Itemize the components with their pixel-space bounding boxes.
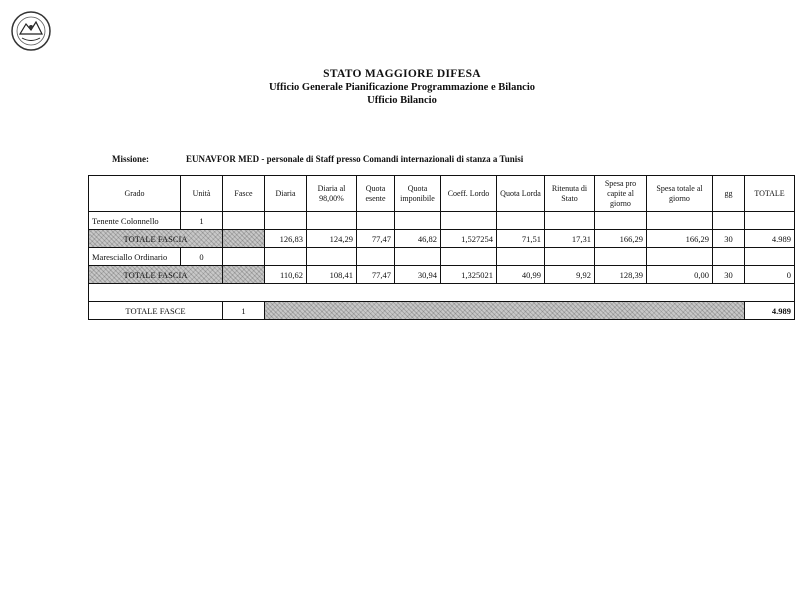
daily-total-cell: 166,29 (647, 230, 713, 248)
exempt-cell: 77,47 (357, 266, 395, 284)
col-header: gg (713, 176, 745, 212)
daily-total-cell: 0,00 (647, 266, 713, 284)
withholding-cell: 9,92 (545, 266, 595, 284)
total-cell: 4.989 (745, 230, 795, 248)
diaria98-cell: 108,41 (307, 266, 357, 284)
table-row (89, 230, 795, 248)
grand-total-value: 4.989 (745, 302, 795, 320)
band-total-label: TOTALE FASCIA (89, 230, 223, 248)
col-header: Quota esente (357, 176, 395, 212)
grand-total-label: TOTALE FASCE (89, 302, 223, 320)
col-header: TOTALE (745, 176, 795, 212)
col-header: Ritenuta di Stato (545, 176, 595, 212)
per-capita-cell: 166,29 (595, 230, 647, 248)
diaria-cell: 126,83 (265, 230, 307, 248)
band-cell (223, 230, 265, 248)
grand-total-row (89, 302, 795, 320)
taxable-cell: 30,94 (395, 266, 441, 284)
table-row (89, 266, 795, 284)
table-header-row (89, 176, 795, 212)
grand-total-shaded (265, 302, 745, 320)
table-row (89, 212, 795, 230)
col-header: Quota imponibile (395, 176, 441, 212)
col-header: Coeff. Lordo (441, 176, 497, 212)
diaria98-cell: 124,29 (307, 230, 357, 248)
header-title: STATO MAGGIORE DIFESA (323, 68, 481, 80)
allowance-table (88, 175, 795, 320)
units-cell: 1 (181, 212, 223, 230)
band-total-label: TOTALE FASCIA (89, 266, 223, 284)
grand-total-units: 1 (223, 302, 265, 320)
header-department: Ufficio Bilancio (367, 95, 437, 106)
total-cell: 0 (745, 266, 795, 284)
units-cell: 0 (181, 248, 223, 266)
col-header: Diaria (265, 176, 307, 212)
exempt-cell: 77,47 (357, 230, 395, 248)
gross-cell: 71,51 (497, 230, 545, 248)
per-capita-cell: 128,39 (595, 266, 647, 284)
rank-cell: Tenente Colonnello (89, 212, 181, 230)
col-header: Diaria al 98,00% (307, 176, 357, 212)
col-header: Unità (181, 176, 223, 212)
col-header: Fasce (223, 176, 265, 212)
rank-cell: Maresciallo Ordinario (89, 248, 181, 266)
coeff-cell: 1,325021 (441, 266, 497, 284)
col-header: Spesa totale al giorno (647, 176, 713, 212)
coeff-cell: 1,527254 (441, 230, 497, 248)
diaria-cell: 110,62 (265, 266, 307, 284)
table-row (89, 248, 795, 266)
days-cell: 30 (713, 266, 745, 284)
col-header: Quota Lorda (497, 176, 545, 212)
header-office: Ufficio Generale Pianificazione Programmazione e Bilancio (268, 82, 536, 93)
col-header: Grado (89, 176, 181, 212)
band-cell (223, 266, 265, 284)
withholding-cell: 17,31 (545, 230, 595, 248)
mission-value: EUNAVFOR MED - personale di Staff presso Comandi internazionali di stanza a Tunisi (186, 154, 524, 164)
mission-label: Missione: (112, 154, 149, 164)
col-header: Spesa pro capite al giorno (595, 176, 647, 212)
days-cell: 30 (713, 230, 745, 248)
taxable-cell: 46,82 (395, 230, 441, 248)
emblem-seal-icon (10, 10, 52, 52)
gross-cell: 40,99 (497, 266, 545, 284)
